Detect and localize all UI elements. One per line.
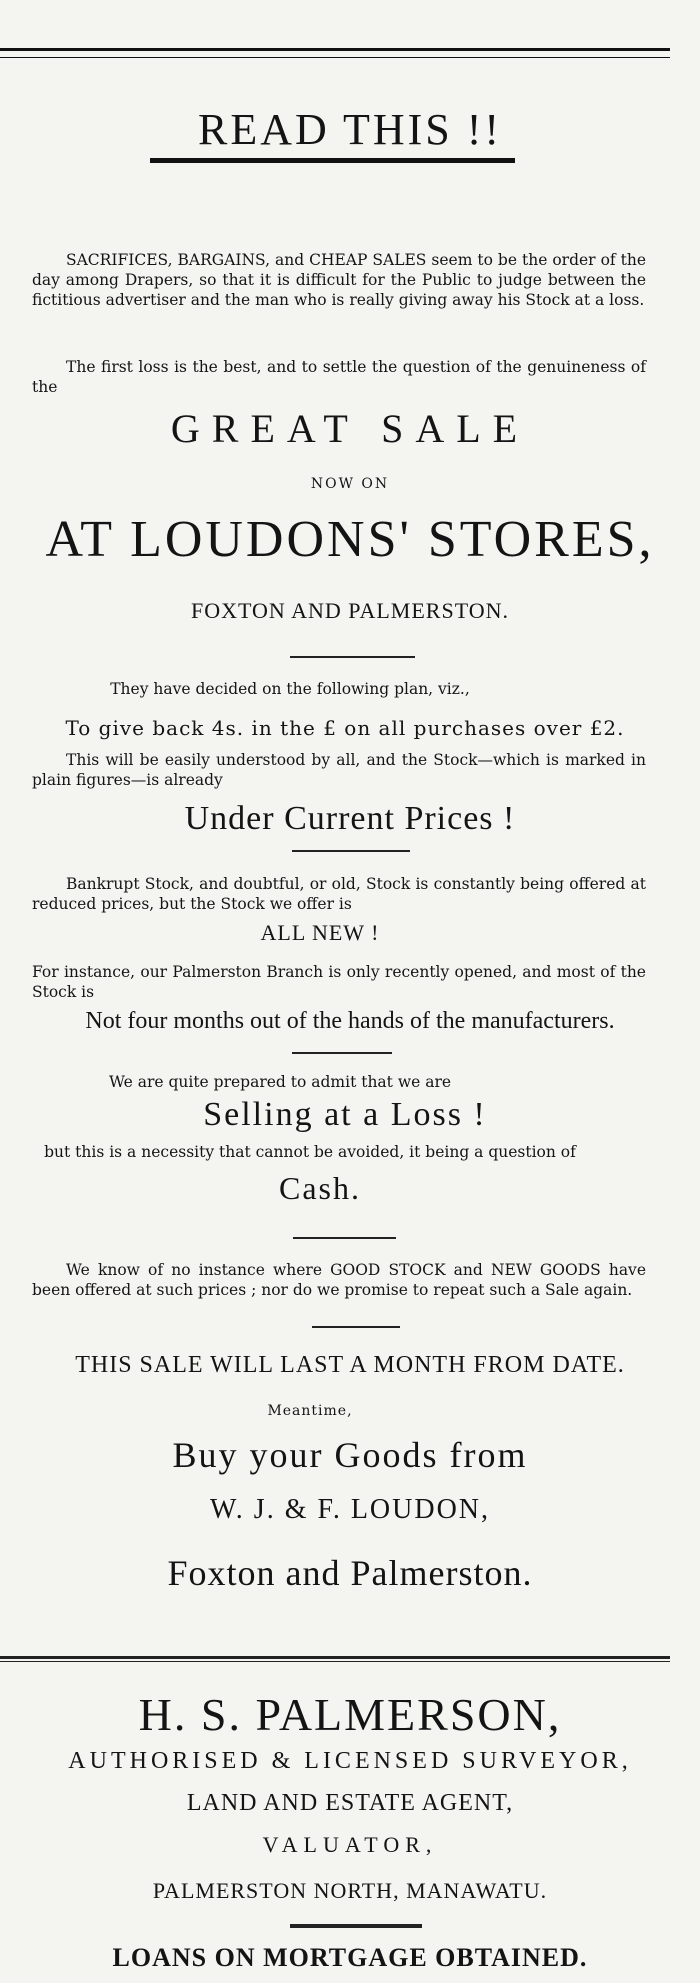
locations-line: FOXTON AND PALMERSTON.: [190, 598, 510, 623]
read-this-headline: READ THIS !!: [197, 105, 503, 154]
loans-headline: LOANS ON MORTGAGE OBTAINED.: [112, 1943, 588, 1972]
buy-goods-line: Buy your Goods from: [172, 1435, 528, 1475]
top-border-rule: [0, 48, 670, 58]
not-four-months-line: Not four months out of the hands of the manufacturers.: [85, 1008, 615, 1034]
palmerson-name: H. S. PALMERSON,: [138, 1689, 562, 1740]
cash-heading: Cash.: [279, 1170, 361, 1206]
instance-text: For instance, our Palmerston Branch is only recently opened, and most of the Stock is: [32, 963, 646, 1001]
first-loss-paragraph: [32, 357, 646, 397]
divider-rule: [290, 656, 415, 658]
surveyor-title: AUTHORISED & LICENSED SURVEYOR,: [68, 1748, 632, 1774]
under-current-prices: Under Current Prices !: [184, 800, 516, 837]
all-new-heading: ALL NEW !: [260, 920, 380, 945]
know-of-paragraph: [32, 1260, 646, 1300]
land-agent-title: LAND AND ESTATE AGENT,: [186, 1790, 514, 1816]
divider-rule: [312, 1326, 400, 1328]
instance-paragraph: [32, 962, 646, 1002]
give-back-offer: To give back 4s. in the £ on all purchases over £2.: [65, 716, 625, 740]
first-loss-text: The first loss is the best, and to settle the question of the genuineness of the: [32, 358, 646, 396]
divider-rule: [292, 850, 410, 852]
divider-rule: [293, 1237, 396, 1239]
now-on-label: NOW ON: [310, 476, 390, 492]
towns-line: Foxton and Palmerston.: [167, 1553, 533, 1593]
selling-at-a-loss: Selling at a Loss !: [203, 1096, 487, 1133]
valuator-title: VALUATOR,: [262, 1832, 438, 1857]
great-sale-heading: GREAT SALE: [170, 406, 530, 451]
necessity-line: but this is a necessity that cannot be avoided, it being a question of: [44, 1143, 576, 1161]
sale-duration-line: THIS SALE WILL LAST A MONTH FROM DATE.: [75, 1352, 625, 1378]
bankrupt-paragraph: [32, 874, 646, 914]
intro-paragraph: [32, 250, 646, 310]
intro-text: SACRIFICES, BARGAINS, and CHEAP SALES seem to be the order of the day among Drapers, so that it is difficult for the Public to judge between the fictitious advertiser and the man who is really giving away his Stock at a loss.: [32, 251, 646, 309]
section-divider: [0, 1656, 670, 1659]
bankrupt-text: Bankrupt Stock, and doubtful, or old, Stock is constantly being offered at reduced prices, but the Stock we offer is: [32, 875, 646, 913]
divider-rule-heavy: [290, 1924, 422, 1928]
prepared-line: We are quite prepared to admit that we are: [108, 1073, 452, 1091]
palmerson-address: PALMERSTON NORTH, MANAWATU.: [152, 1878, 548, 1903]
plan-line: They have decided on the following plan, viz.,: [110, 680, 470, 698]
meantime-label: Meantime,: [267, 1403, 353, 1419]
divider-rule: [292, 1052, 392, 1054]
loudons-stores-heading: AT LOUDONS' STORES,: [45, 511, 655, 568]
understood-text: This will be easily understood by all, and the Stock—which is marked in plain figures—is already: [32, 751, 646, 789]
understood-paragraph: [32, 750, 646, 790]
headline-underline: [150, 158, 515, 163]
section-divider-thin: [0, 1661, 670, 1662]
firm-name: W. J. & F. LOUDON,: [209, 1494, 491, 1525]
know-of-text: We know of no instance where GOOD STOCK and NEW GOODS have been offered at such prices ; nor do we promise to repeat such a Sale again.: [32, 1261, 646, 1299]
